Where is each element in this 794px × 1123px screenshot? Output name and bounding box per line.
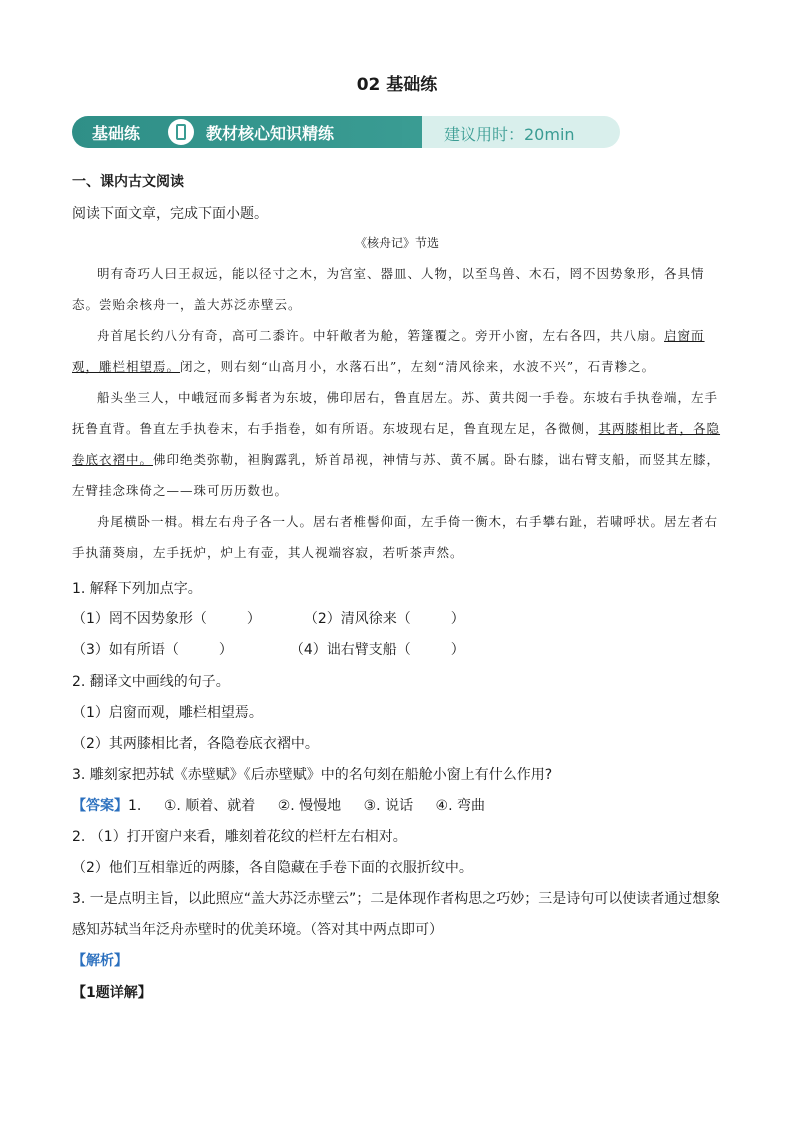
answer-item: ④. 弯曲 (435, 798, 485, 814)
section-banner (72, 116, 620, 148)
answer-2-line-2: （2）他们互相靠近的两膝，各自隐藏在手卷下面的衣服折纹中。 (72, 860, 473, 876)
answer-3-line-1: 3. 一是点明主旨，以此照应“盖大苏泛赤壁云”；二是体现作者构思之巧妙；三是诗句可以使读者通过想象 (72, 891, 721, 907)
passage-paragraph-3 (72, 382, 722, 506)
answer-item: ①. 顺着、就着 (163, 798, 256, 814)
passage-paragraph-4: 舟尾横卧一楫。楫左右舟子各一人。居右者椎髻仰面，左手倚一衡木，右手攀右趾，若啸呼状。居左者右手执蒲葵扇，左手抚炉，炉上有壶，其人视端容寂，若听茶声然。 (72, 514, 719, 560)
question-2-stem: 2. 翻译文中画线的句子。 (72, 674, 230, 690)
question-2-item-2: （2）其两膝相比者，各隐卷底衣褶中。 (72, 736, 319, 752)
question-1-row-1: （1）罔不因势象形（ ） （2）清风徐来（ ） (72, 611, 465, 627)
answer-2-line-1: 2. （1）打开窗户来看，雕刻着花纹的栏杆左右相对。 (72, 829, 407, 845)
banner-label-basic: 基础练 (92, 124, 141, 143)
passage-text: 闭之，则右刻“山高月小，水落石出”，左刻“清风徐来，水波不兴”，石青糁之。 (180, 359, 656, 374)
question-3-stem: 3. 雕刻家把苏轼《赤壁赋》《后赤壁赋》中的名句刻在船舱小窗上有什么作用? (72, 767, 553, 783)
answer-3-line-2: 感知苏轼当年泛舟赤壁时的优美环境。（答对其中两点即可） (72, 922, 443, 938)
banner-label-core: 教材核心知识精练 (206, 124, 335, 143)
analysis-tag: 【解析】 (72, 953, 128, 969)
section-heading: 一、课内古文阅读 (72, 174, 184, 190)
banner-arrow (402, 116, 416, 148)
passage-text: 船头坐三人，中峨冠而多髯者为东坡，佛印居右，鲁直居左。苏、黄共阅一手卷。东坡右手执卷端，左手抚鲁直背。鲁直左手执卷末，右手指卷，如有所语。东坡现右足，鲁直现左足，各微侧， (72, 390, 719, 436)
q1-item: （4）诎右臂支船（ (289, 642, 411, 658)
q1-item: （3）如有所语（ (72, 642, 179, 658)
question-2-item-1: （1）启窗而观，雕栏相望焉。 (72, 705, 263, 721)
q1-item: （2）清风徐来（ (303, 611, 411, 627)
intro-text: 阅读下面文章，完成下面小题。 (72, 206, 268, 222)
question-1-stem: 1. 解释下列加点字。 (72, 581, 202, 597)
answer-tag: 【答案】 (72, 798, 128, 814)
underlined-sentence-1: 启窗而观，雕栏相望焉。 (72, 328, 705, 374)
passage-text: 舟首尾长约八分有奇，高可二黍许。中轩敞者为舱，箬篷覆之。旁开小窗，左右各四，共八扇。 (97, 328, 665, 343)
passage-paragraph-1: 明有奇巧人曰王叔远，能以径寸之木，为宫室、器皿、人物，以至鸟兽、木石，罔不因势象形，各具情态。尝贻余核舟一，盖大苏泛赤壁云。 (72, 266, 705, 312)
question-1-row-2: （3）如有所语（ ） （4）诎右臂支船（ ） (72, 642, 465, 658)
passage-paragraph-2 (72, 320, 722, 382)
answer-row-1: 【答案】1. ①. 顺着、就着 ②. 慢慢地 ③. 说话 ④. 弯曲 (72, 795, 485, 815)
banner-label-time: 建议用时：20min (444, 125, 575, 144)
answer-item: ③. 说话 (363, 798, 414, 814)
underlined-sentence-2: 其两膝相比者，各隐卷底衣褶中。 (72, 421, 721, 467)
page-title: 02 基础练 (356, 75, 438, 95)
passage-text: 佛印绝类弥勒，袒胸露乳，矫首昂视，神情与苏、黄不属。卧右膝，诎右臂支船，而竖其左膝，左臂挂念珠倚之——珠可历历数也。 (72, 452, 721, 498)
q1-item: （1）罔不因势象形（ (72, 611, 207, 627)
answer-item: ②. 慢慢地 (277, 798, 342, 814)
passage-title: 《核舟记》节选 (354, 236, 439, 250)
ruler-icon (168, 119, 194, 145)
detail-heading: 【1题详解】 (72, 985, 152, 1001)
